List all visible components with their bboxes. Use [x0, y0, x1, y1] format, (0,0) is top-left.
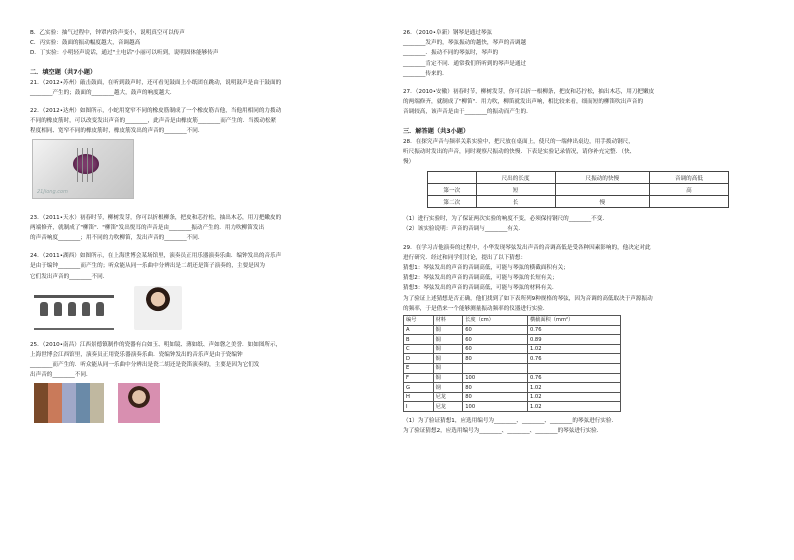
q25-figures: [34, 383, 392, 423]
table-cell: [463, 364, 528, 374]
table-cell: G: [404, 383, 434, 393]
q26-line1: 26．（2010•阜新）钢琴是通过琴弦: [403, 30, 492, 36]
chime-bells-image: [34, 295, 114, 330]
q22-line1: 22．（2012•达州）如图所示，小蛇用宽窄不同的橡皮筋制成了一个橡皮筋吉他，当他用相同的力拨动: [30, 108, 282, 115]
table-cell: 100: [463, 373, 528, 383]
table-header-row: [404, 316, 621, 326]
table-row: [404, 392, 621, 402]
q28-sub2: （2）该实验说明：声音的音调与________有关．: [403, 226, 525, 233]
table-cell: [555, 184, 649, 196]
table-cell: E: [404, 364, 434, 374]
table-cell: 钢: [433, 383, 463, 393]
table-cell: F: [404, 373, 434, 383]
q25-line2: 上海世博会江西馆里，演奏员正用瓷乐器演奏乐曲．瓷编钟发出的音乐声是由于瓷编钟: [30, 352, 243, 359]
table-header-row: [428, 172, 729, 184]
table-header-cell: 音调的高低: [649, 172, 728, 184]
q29-hyp3: 猜想3：琴弦发出的声音的音调高低，可能与琴弦的材料有关．: [403, 285, 558, 292]
option-d: D．丁实验：小明轻声说话，通过"土电话"小丽可以听到，说明固体能够传声: [30, 50, 219, 57]
q25-line4: 出声音的________不同．: [30, 372, 92, 379]
table-cell: 第一次: [428, 184, 477, 196]
table-cell: 高: [649, 184, 728, 196]
table-header-cell: 编号: [404, 316, 434, 326]
rubber-band: [77, 148, 78, 182]
q23-line1: 23．（2011•天水）初春时节，柳树发芽，你可以折根柳条，把皮和芯拧松，抽出木芯，用刀把嫩皮的: [30, 214, 282, 221]
q28-table: [427, 171, 729, 208]
table-cell: 铜: [433, 354, 463, 364]
table-cell: 铜: [433, 335, 463, 345]
porcelain-orchestra-image: [34, 383, 104, 423]
q22-line3: 程度相同、宽窄不同的橡皮筋时，橡皮筋发出的声音的________不同．: [30, 128, 204, 135]
table-cell: [649, 196, 728, 208]
table-cell: 0.76: [527, 354, 620, 364]
table-row: [404, 364, 621, 374]
table-cell: 尼龙: [433, 392, 463, 402]
q21-line2: ________产生的；鼓面的________越大，鼓声的响度越大．: [30, 89, 176, 96]
table-cell: 铜: [433, 325, 463, 335]
q23-line2: 两端修齐，就制成了"柳笛"．"柳笛"发出悦耳的声音是由________振动产生的．用力吹柳笛发出: [30, 224, 265, 231]
q29-sub2: 为了验证猜想2，应选用编号为________、________、________的琴弦进行实验．: [403, 428, 603, 435]
table-cell: 尼龙: [433, 402, 463, 412]
table-cell: 80: [463, 392, 528, 402]
q24-figures: [34, 286, 392, 330]
table-header-cell: 材料: [433, 316, 463, 326]
porcelain-flute-player-image: [118, 383, 160, 423]
rubber-band: [87, 148, 88, 182]
table-row: [404, 383, 621, 393]
table-cell: C: [404, 344, 434, 354]
table-cell: 0.76: [527, 325, 620, 335]
table-row: [404, 354, 621, 364]
table-row: [428, 184, 729, 196]
q28-line1: 28．在探究声音与频率关系实验中，把尺放在桌面上，使尺的一端伸出桌边，用手拨动钢尺，: [403, 138, 634, 145]
table-cell: B: [404, 335, 434, 345]
table-cell: 长: [476, 196, 555, 208]
q22-line2: 不同的橡皮筋时，可以改变发出声音的________，此声音是由橡皮筋________而产生的．当拨动松紧: [30, 118, 277, 125]
table-cell: H: [404, 392, 434, 402]
q29-line2: 进行研究．经过和同学们讨论，提出了以下猜想：: [403, 254, 527, 261]
table-row: [428, 196, 729, 208]
rubber-band: [92, 148, 93, 182]
table-cell: 0.76: [527, 373, 620, 383]
q29-line4: 的频率，于是借来一个能够测量振动频率的仪器进行实验．: [403, 305, 549, 312]
table-cell: 1.02: [527, 392, 620, 402]
table-cell: 60: [463, 344, 528, 354]
q25-line1: 25．（2010•南昌）江西景德镇制作的瓷器有白如玉、明如镜、薄如纸、声如磬之美誉．如如图所示，: [30, 341, 282, 348]
q29-line1: 29．在学习吉他演奏的过程中，小华发现琴弦发出声音的音调高低是受各种因素影响的，他决定对此: [403, 244, 651, 251]
table-cell: 1.02: [527, 383, 620, 393]
q27-line1: 27．（2010•安徽）初春时节，柳树发芽，你可以折一根柳条，把皮和芯拧松，抽出木芯，用刀把嫩皮: [403, 89, 655, 96]
table-row: [404, 325, 621, 335]
option-c: C．丙实验：鼓面的振动幅度越大，音调越高: [30, 40, 141, 47]
table-header-cell: 尺出的长度: [476, 172, 555, 184]
table-row: [404, 344, 621, 354]
table-cell: 80: [463, 383, 528, 393]
table-header-cell: 长度（cm）: [463, 316, 528, 326]
q24-line1: 24．（2011•湖西）如图所示，在上海世博会某场馆里，演奏员正用乐器演奏乐曲．编钟发出的音乐声: [30, 253, 282, 260]
table-row: [404, 402, 621, 412]
table-header-cell: 横截面积（mm²）: [527, 316, 620, 326]
q24-line2: 是由于编钟________而产生的；听众能从同一乐曲中分辨出是二胡还是笛子演奏的，主要是因为: [30, 263, 265, 270]
table-row: [404, 373, 621, 383]
q24-line3: 它们发出声音的________不同．: [30, 273, 109, 280]
table-cell: 0.89: [527, 335, 620, 345]
table-cell: 1.02: [527, 402, 620, 412]
table-cell: I: [404, 402, 434, 412]
rubber-band: [82, 148, 83, 182]
q26-line2: ________发声的，琴弦振动的越快，琴声的音调越: [403, 40, 527, 47]
left-column: [30, 28, 392, 429]
table-cell: 铜: [433, 364, 463, 374]
q28-line2: 听尺振动时发出的声音，同时观察尺振动的快慢．下表是实验记录情况，请你补充完整．（快、: [403, 148, 636, 155]
table-cell: A: [404, 325, 434, 335]
table-header-cell: [428, 172, 477, 184]
right-column: [403, 28, 773, 436]
table-cell: 60: [463, 335, 528, 345]
q25-line3: ________而产生的．听众能从同一乐曲中分辨出是瓷二胡还是瓷笛演奏的，主要是因为它们发: [30, 362, 260, 369]
q28-line3: 慢）: [403, 159, 415, 166]
section-answer: 三．解答题（共3小题）: [403, 127, 470, 135]
table-cell: 短: [476, 184, 555, 196]
q27-line2: 的两端修齐，就制成了"柳笛"．用力吹，柳笛就发出声响，相比较来看，细而短的柳笛吹出声音的: [403, 99, 644, 106]
table-cell: 100: [463, 402, 528, 412]
section-fill-in: 二．填空题（共7小题）: [30, 68, 97, 76]
q27-line3: 音调较高，该声音是由于________的振动而产生的．: [403, 109, 532, 116]
table-cell: 铜: [433, 344, 463, 354]
q29-table: [403, 315, 621, 412]
q29-line3: 为了验证上述猜想是否正确，他们找到了如下表所列9种规格的琴弦，因为音调的高低取决于声源振动: [403, 295, 653, 302]
q28-sub1: （1）进行实验时，为了保证两次实验的响度不变，必须保持钢尺的________不变．: [403, 216, 608, 223]
q26-line3: ________．振动不同的琴弦时，琴声的: [403, 50, 499, 57]
q21-line1: 21．（2012•苏州）敲击鼓面，在听到鼓声时，还可看见鼓面上小纸团在跳动，说明鼓声是由于鼓面的: [30, 79, 282, 86]
flute-player-image: [134, 286, 182, 330]
table-cell: 慢: [555, 196, 649, 208]
table-cell: 第二次: [428, 196, 477, 208]
q23-line3: 的声音响度________；用不同的力吹柳笛，发出声音的________不同．: [30, 235, 204, 242]
table-header-cell: 尺振动的快慢: [555, 172, 649, 184]
q26-line5: ________传来的．: [403, 70, 448, 77]
table-cell: 铜: [433, 373, 463, 383]
q29-sub1: （1）为了验证猜想1，应选用编号为________、________、________的琴弦进行实验．: [403, 418, 618, 424]
table-cell: 1.02: [527, 344, 620, 354]
table-cell: D: [404, 354, 434, 364]
table-cell: 80: [463, 354, 528, 364]
q29-hyp1: 猜想1：琴弦发出的声音的音调高低，可能与琴弦的横截面积有关；: [403, 265, 569, 272]
option-b: B．乙实验：抽气过程中，钟罩内铃声变小，说明真空可以传声: [30, 30, 185, 36]
q29-hyp2: 猜想2：琴弦发出的声音的音调高低，可能与琴弦的长短有关；: [403, 275, 558, 282]
table-cell: [527, 364, 620, 374]
watermark-text: 21Jiong.com: [37, 188, 68, 195]
rubber-band-guitar-figure: [32, 139, 134, 199]
table-row: [404, 335, 621, 345]
table-cell: 60: [463, 325, 528, 335]
q26-line4: ________肯定不同．通常我们所听到的琴声是通过: [403, 60, 527, 67]
